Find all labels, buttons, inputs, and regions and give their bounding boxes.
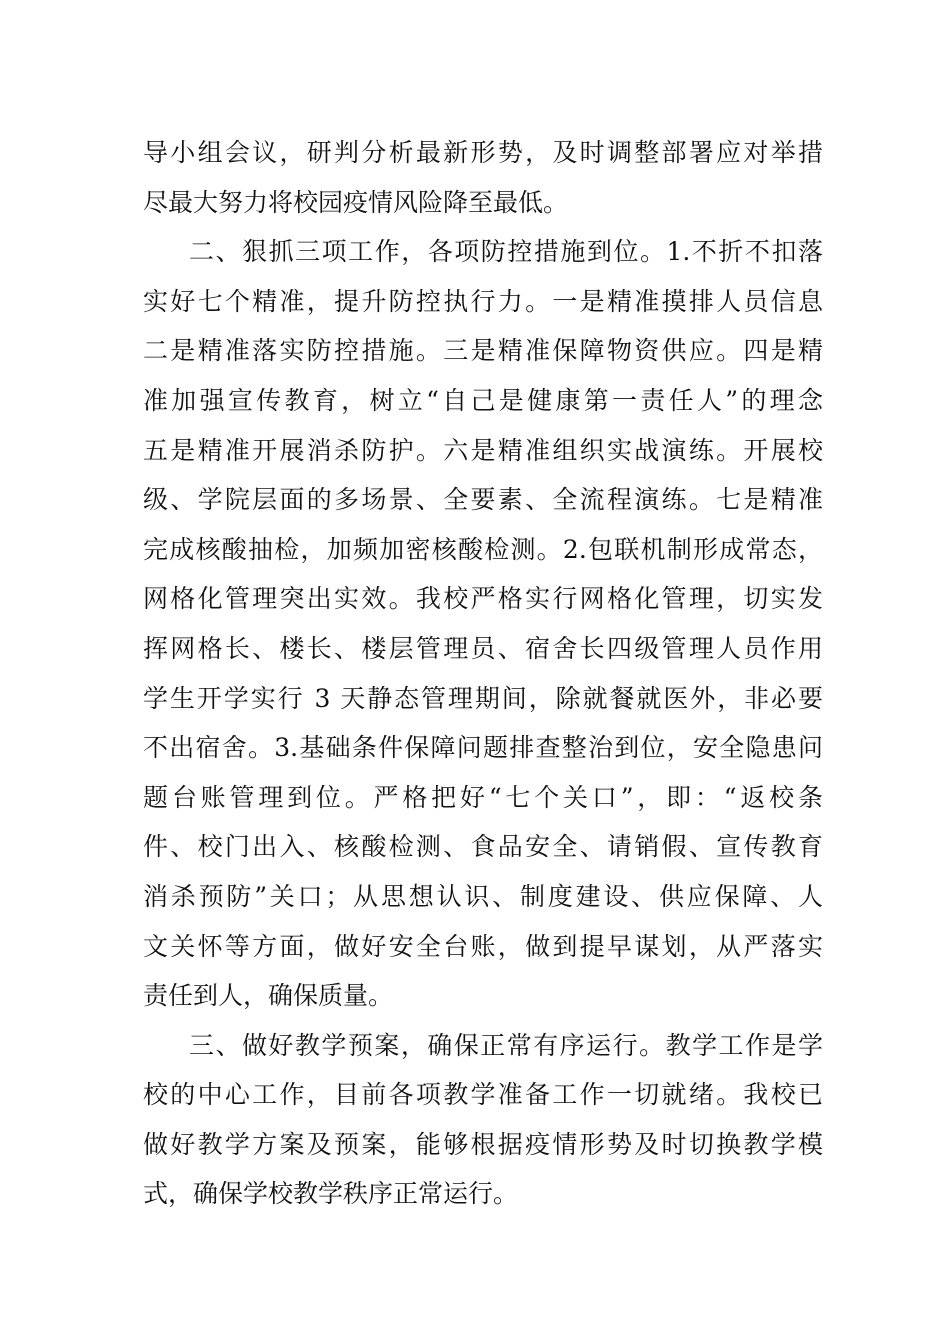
text-line: 题台账管理到位。严格把好“七个关口”，即：“返校条	[143, 782, 823, 812]
document-body	[143, 128, 823, 1219]
text-line: 挥网格长、楼长、楼层管理员、宿舍长四级管理人员作用	[143, 633, 823, 663]
text-line: 式，确保学校教学秩序正常运行。	[143, 1179, 519, 1209]
text-line: 件、校门出入、核酸检测、食品安全、请销假、宣传教育	[143, 832, 823, 862]
text-line: 实好七个精准，提升防控执行力。一是精准摸排人员信息	[143, 286, 823, 316]
text-line: 做好教学方案及预案，能够根据疫情形势及时切换教学模	[143, 1129, 823, 1159]
text-line: 网格化管理突出实效。我校严格实行网格化管理，切实发	[143, 584, 823, 614]
text-line: 三、做好教学预案，确保正常有序运行。教学工作是学	[189, 1030, 823, 1060]
text-line: 不出宿舍。3.基础条件保障问题排查整治到位，安全隐患问	[143, 733, 823, 763]
text-line: 级、学院层面的多场景、全要素、全流程演练。七是精准	[143, 485, 823, 515]
text-line: 完成核酸抽检，加频加密核酸检测。2.包联机制形成常态，	[143, 534, 823, 564]
text-line: 二是精准落实防控措施。三是精准保障物资供应。四是精	[143, 336, 823, 366]
text-line: 尽最大努力将校园疫情风险降至最低。	[143, 187, 569, 217]
text-line: 文关怀等方面，做好安全台账，做到提早谋划，从严落实	[143, 931, 823, 961]
text-line: 二、狠抓三项工作，各项防控措施到位。1.不折不扣落	[189, 237, 823, 267]
text-line: 学生开学实行 3 天静态管理期间，除就餐就医外，非必要	[143, 683, 823, 713]
text-line: 责任到人，确保质量。	[143, 981, 394, 1011]
text-line: 消杀预防”关口；从思想认识、制度建设、供应保障、人	[143, 881, 823, 911]
text-line: 校的中心工作，目前各项教学准备工作一切就绪。我校已	[143, 1080, 823, 1110]
text-line: 五是精准开展消杀防护。六是精准组织实战演练。开展校	[143, 435, 823, 465]
text-line: 准加强宣传教育，树立“自己是健康第一责任人”的理念	[143, 385, 823, 415]
text-line: 导小组会议，研判分析最新形势，及时调整部署应对举措	[143, 138, 823, 167]
